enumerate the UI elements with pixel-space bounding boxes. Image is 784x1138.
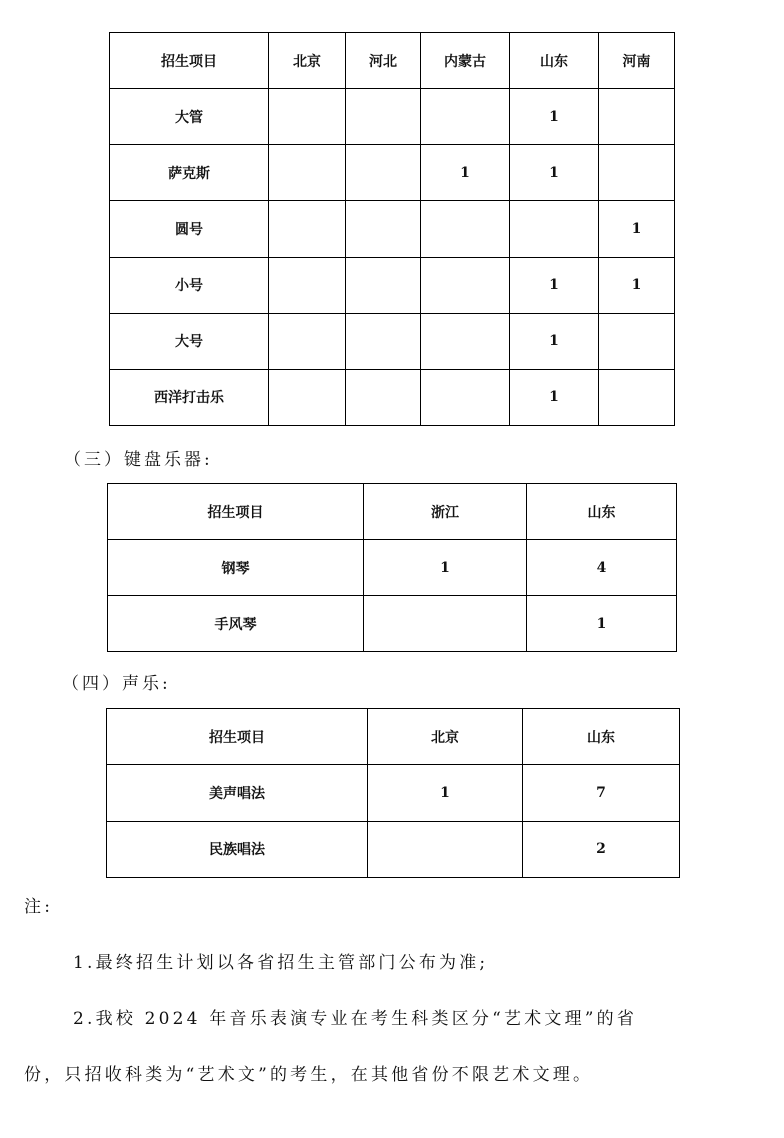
value-cell: 1 <box>510 369 599 425</box>
note-item-1: 1.最终招生计划以各省招生主管部门公布为准; <box>73 953 489 973</box>
header-cell: 北京 <box>269 33 346 89</box>
value-cell <box>346 89 421 145</box>
value-cell <box>599 145 675 201</box>
value-cell: 1 <box>510 257 599 313</box>
value-cell <box>421 313 510 369</box>
keyboard-table <box>107 483 677 652</box>
table-row <box>110 145 675 201</box>
brass-percussion-table <box>109 32 675 426</box>
item-cell: 民族唱法 <box>107 821 368 877</box>
item-cell: 手风琴 <box>108 596 364 652</box>
value-cell: 1 <box>510 89 599 145</box>
value-cell <box>599 369 675 425</box>
header-cell: 招生项目 <box>107 709 368 765</box>
value-cell <box>599 313 675 369</box>
header-cell: 浙江 <box>364 484 527 540</box>
value-cell: 1 <box>421 145 510 201</box>
item-cell: 小号 <box>110 257 269 313</box>
header-cell: 内蒙古 <box>421 33 510 89</box>
value-cell: 2 <box>523 821 680 877</box>
value-cell <box>421 89 510 145</box>
value-cell: 1 <box>599 201 675 257</box>
value-cell <box>346 369 421 425</box>
value-cell <box>269 89 346 145</box>
item-cell: 美声唱法 <box>107 765 368 821</box>
note-item-2-continued: 份，只招收科类为“艺术文”的考生，在其他省份不限艺术文理。 <box>24 1065 594 1085</box>
table-row <box>110 89 675 145</box>
header-cell: 山东 <box>523 709 680 765</box>
table-header-row <box>108 484 677 540</box>
value-cell <box>346 145 421 201</box>
item-cell: 圆号 <box>110 201 269 257</box>
value-cell <box>421 257 510 313</box>
value-cell: 1 <box>599 257 675 313</box>
value-cell <box>269 369 346 425</box>
value-cell <box>269 257 346 313</box>
value-cell: 1 <box>527 596 677 652</box>
table-header-row <box>110 33 675 89</box>
header-cell: 河南 <box>599 33 675 89</box>
table-row <box>110 313 675 369</box>
value-cell <box>599 89 675 145</box>
item-cell: 大管 <box>110 89 269 145</box>
note-item-2: 2.我校 2024 年音乐表演专业在考生科类区分“艺术文理”的省 <box>73 1009 638 1029</box>
item-cell: 大号 <box>110 313 269 369</box>
value-cell: 1 <box>510 313 599 369</box>
value-cell: 1 <box>364 540 527 596</box>
value-cell: 7 <box>523 765 680 821</box>
table-row <box>110 201 675 257</box>
value-cell: 4 <box>527 540 677 596</box>
section-heading-vocal: （四）声乐: <box>62 674 171 694</box>
item-cell: 萨克斯 <box>110 145 269 201</box>
header-cell: 招生项目 <box>108 484 364 540</box>
value-cell <box>421 201 510 257</box>
value-cell <box>346 313 421 369</box>
value-cell: 1 <box>510 145 599 201</box>
table-row <box>107 765 680 821</box>
table-row <box>108 540 677 596</box>
value-cell: 1 <box>368 765 523 821</box>
vocal-table <box>106 708 680 878</box>
section-heading-keyboard: （三）键盘乐器: <box>64 450 213 470</box>
table-row <box>108 596 677 652</box>
table-row <box>110 369 675 425</box>
header-cell: 北京 <box>368 709 523 765</box>
value-cell <box>346 201 421 257</box>
value-cell <box>368 821 523 877</box>
value-cell <box>269 201 346 257</box>
header-cell: 招生项目 <box>110 33 269 89</box>
item-cell: 钢琴 <box>108 540 364 596</box>
item-cell: 西洋打击乐 <box>110 369 269 425</box>
value-cell <box>364 596 527 652</box>
value-cell <box>269 313 346 369</box>
table-row <box>107 821 680 877</box>
notes-label: 注: <box>24 897 54 917</box>
value-cell <box>510 201 599 257</box>
table-row <box>110 257 675 313</box>
value-cell <box>269 145 346 201</box>
table-header-row <box>107 709 680 765</box>
value-cell <box>421 369 510 425</box>
header-cell: 山东 <box>510 33 599 89</box>
value-cell <box>346 257 421 313</box>
header-cell: 河北 <box>346 33 421 89</box>
header-cell: 山东 <box>527 484 677 540</box>
